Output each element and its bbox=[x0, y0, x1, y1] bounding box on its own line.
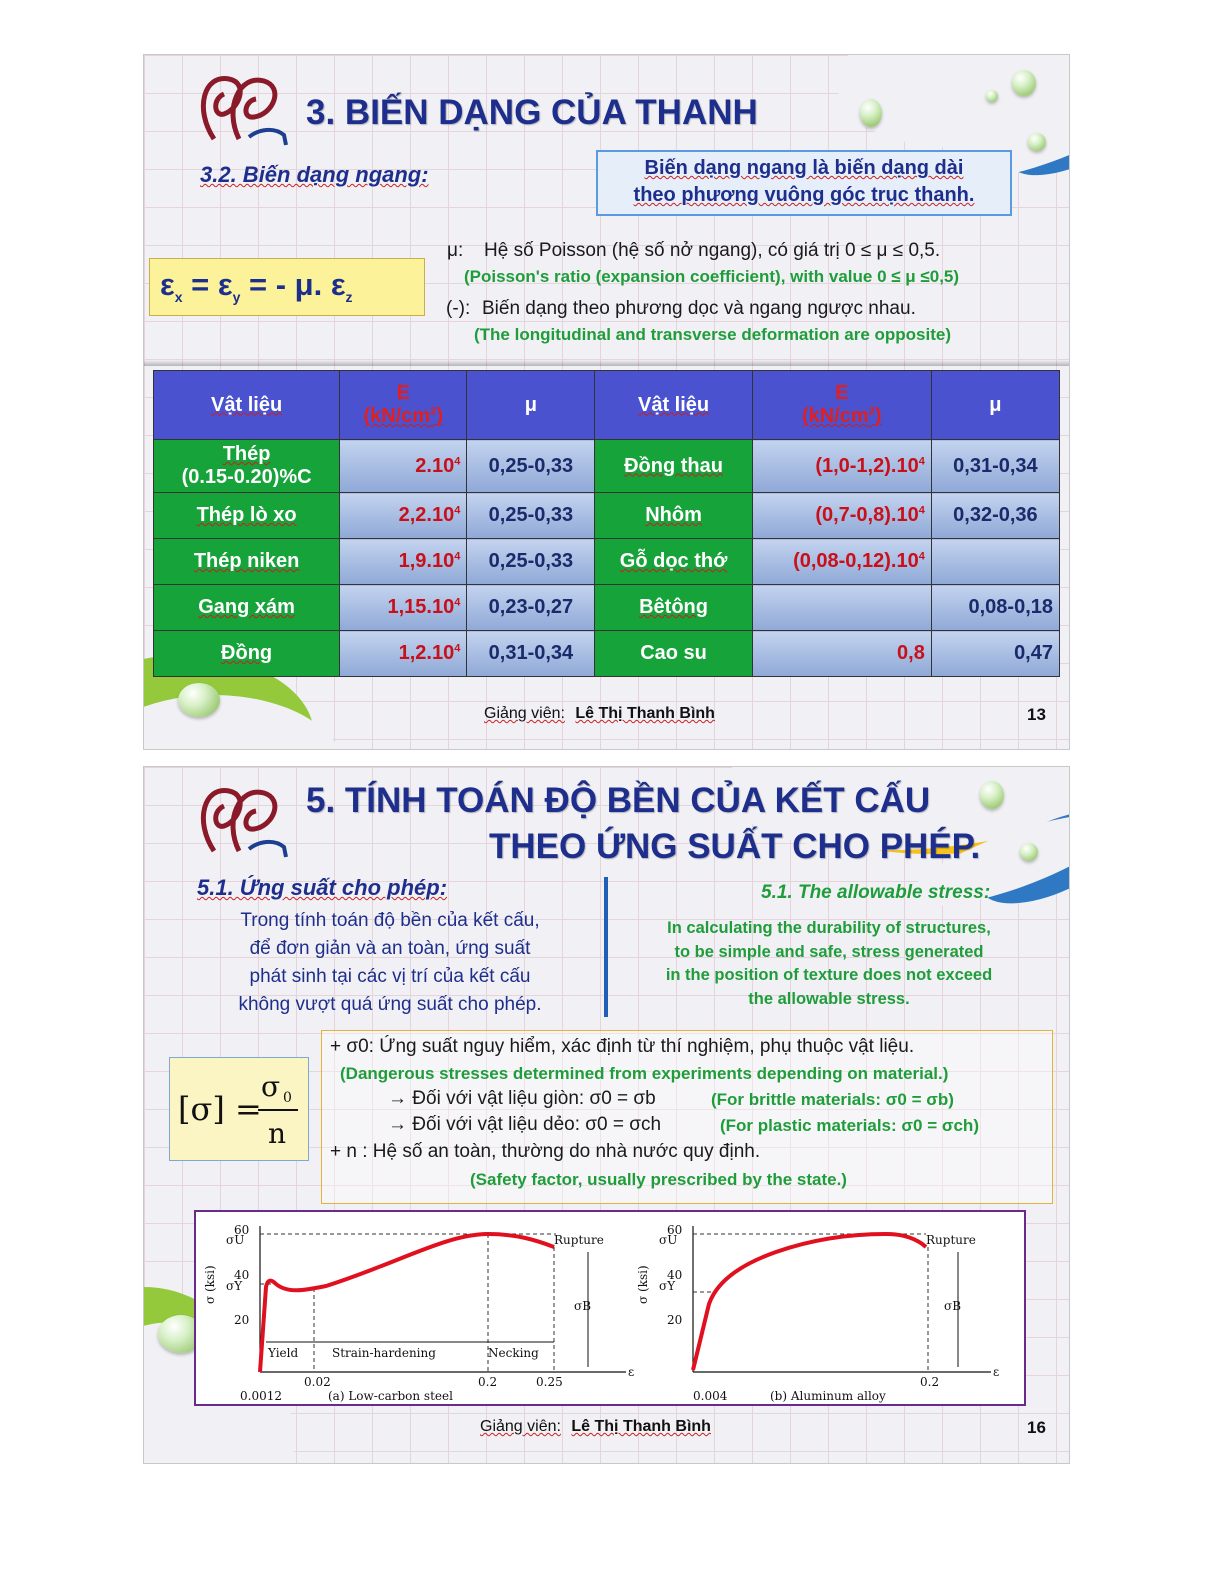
bullet-plastic: → Đối với vật liệu dẻo: σ0 = σch bbox=[388, 1114, 662, 1135]
y-tick: 40 bbox=[234, 1268, 250, 1282]
chart-caption: (b) Aluminum alloy bbox=[770, 1389, 886, 1403]
sigma-b-label: σB bbox=[944, 1299, 962, 1313]
bullet-sigma0: + σ0: Ứng suất nguy hiểm, xác định từ thí nghiệm, phụ thuộc vật liệu. bbox=[330, 1036, 915, 1057]
lecturer-label: Giảng viên: bbox=[484, 705, 565, 722]
slide-16 bbox=[143, 766, 1070, 1464]
water-drop bbox=[986, 90, 998, 102]
x-axis-label: ε bbox=[993, 1365, 1000, 1379]
divider bbox=[604, 877, 608, 1017]
water-drop bbox=[1020, 843, 1038, 861]
sigma-b-label: σB bbox=[574, 1299, 592, 1313]
mu-label: μ: bbox=[447, 240, 464, 261]
explanation-box bbox=[321, 1030, 1053, 1204]
en-paragraph: In calculating the durability of structures, to be simple and safe, stress generated in the position of texture does not exceed the allowable stress. bbox=[665, 919, 993, 1008]
bullet-sigma0-en: (Dangerous stresses determined from experiments depending on material.) bbox=[340, 1064, 949, 1083]
poisson-formula: $\varepsilon_x = \varepsilon_y$ = - μ. $\varepsilon_z$ bbox=[160, 267, 353, 306]
bullet-safety: + n : Hệ số an toàn, thường do nhà nước quy định. bbox=[330, 1141, 761, 1162]
table-header-row bbox=[154, 371, 1060, 440]
material-cell: Đồng thau bbox=[595, 440, 752, 493]
poisson-cell: 0,08-0,18 bbox=[931, 585, 1059, 631]
header-modulus: E $(kN/cm^2)$ bbox=[340, 371, 467, 440]
water-drop bbox=[860, 99, 882, 127]
modulus-cell: 0,8 bbox=[752, 631, 931, 677]
rupture-label: Rupture bbox=[554, 1233, 604, 1247]
page-number: 16 bbox=[1027, 1418, 1046, 1437]
material-cell: Gỗ dọc thớ bbox=[595, 539, 752, 585]
water-drop bbox=[980, 781, 1004, 809]
footer bbox=[484, 705, 715, 723]
chart-low-carbon-steel bbox=[203, 1223, 634, 1403]
header-modulus: E $(kN/cm^2)$ bbox=[752, 371, 931, 440]
x-axis-label: ε bbox=[628, 1365, 635, 1379]
modulus-cell: 1,15.10$^4$ bbox=[340, 585, 467, 631]
poisson-cell: 0,25-0,33 bbox=[467, 539, 595, 585]
header-material: Vật liệu bbox=[154, 371, 340, 440]
white-swoosh-3 bbox=[143, 695, 344, 750]
modulus-cell: $(0,7-0,8).10^4$ bbox=[752, 493, 931, 539]
x-tick: 0.0012 bbox=[240, 1389, 282, 1403]
university-logo bbox=[194, 781, 304, 861]
material-cell: Cao su bbox=[595, 631, 752, 677]
lecturer-name: Lê Thị Thanh Bình bbox=[575, 705, 715, 722]
y-tick: 60 bbox=[667, 1223, 683, 1237]
header-material: Vật liệu bbox=[595, 371, 752, 440]
bullet-plastic-en: (For plastic materials: σ0 = σch) bbox=[720, 1116, 979, 1135]
material-cell: Đồng bbox=[154, 631, 340, 677]
material-cell: Thép (0.15-0.20)%C bbox=[154, 440, 340, 493]
x-tick: 0.004 bbox=[693, 1389, 728, 1403]
svg-text:σ: σ bbox=[261, 1070, 281, 1103]
stress-strain-diagrams bbox=[196, 1212, 1024, 1404]
table-row bbox=[154, 631, 1060, 677]
svg-text:n: n bbox=[268, 1117, 287, 1150]
lecturer-label: Giảng viên: bbox=[480, 1418, 561, 1435]
modulus-cell: $(0,08-0,12).10^4$ bbox=[752, 539, 931, 585]
svg-text:0: 0 bbox=[283, 1090, 292, 1106]
poisson-cell bbox=[931, 539, 1059, 585]
lecturer-name: Lê Thị Thanh Bình bbox=[571, 1418, 711, 1435]
rupture-label: Rupture bbox=[926, 1233, 976, 1247]
y-tick: 60 bbox=[234, 1223, 250, 1237]
sign-description-en: (The longitudinal and transverse deformation are opposite) bbox=[474, 325, 952, 344]
header-poisson: μ bbox=[931, 371, 1059, 440]
definition-box bbox=[596, 150, 1012, 216]
material-cell: Gang xám bbox=[154, 585, 340, 631]
modulus-cell: 1,9.10$^4$ bbox=[340, 539, 467, 585]
poisson-cell: 0,25-0,33 bbox=[467, 440, 595, 493]
table-shadow bbox=[144, 360, 1069, 366]
water-drop bbox=[1012, 70, 1036, 96]
sign-label: (-): bbox=[446, 298, 471, 319]
necking-region: Necking bbox=[488, 1346, 539, 1360]
y-tick: 20 bbox=[667, 1313, 683, 1327]
sigma-y-label: σY bbox=[659, 1279, 676, 1293]
modulus-cell: 2.10$^4$ bbox=[340, 440, 467, 493]
y-axis-label: σ (ksi) bbox=[636, 1265, 650, 1304]
slide-title: 3. BIẾN DẠNG CỦA THANH bbox=[306, 93, 758, 132]
modulus-cell: 2,2.10$^4$ bbox=[340, 493, 467, 539]
chart-caption: (a) Low-carbon steel bbox=[328, 1389, 453, 1403]
sigma-y-label: σY bbox=[226, 1279, 243, 1293]
definition-line: theo phương vuông góc trục thanh. bbox=[633, 184, 975, 206]
bullet-brittle: → Đối với vật liệu giòn: σ0 = σb bbox=[388, 1088, 656, 1109]
poisson-cell: 0,31-0,34 bbox=[467, 631, 595, 677]
svg-text:[σ] =: [σ] = bbox=[178, 1090, 262, 1128]
bullet-safety-en: (Safety factor, usually prescribed by the state.) bbox=[470, 1170, 847, 1189]
formula-box bbox=[169, 1057, 309, 1161]
university-logo bbox=[194, 69, 304, 149]
x-tick: 0.25 bbox=[536, 1375, 563, 1389]
poisson-cell: 0,31-0,34 bbox=[931, 440, 1059, 493]
header-poisson: μ bbox=[467, 371, 595, 440]
table-row bbox=[154, 493, 1060, 539]
y-tick: 20 bbox=[234, 1313, 250, 1327]
bullet-brittle-en: (For brittle materials: σ0 = σb) bbox=[711, 1090, 954, 1109]
modulus-cell: $(1,0-1,2).10^4$ bbox=[752, 440, 931, 493]
formula-box bbox=[149, 258, 425, 316]
material-cell: Thép niken bbox=[154, 539, 340, 585]
slide-13 bbox=[143, 54, 1070, 750]
chart-aluminum-alloy bbox=[636, 1223, 999, 1403]
sigma-u-label: σU bbox=[659, 1233, 678, 1247]
table-row bbox=[154, 440, 1060, 493]
x-tick: 0.2 bbox=[920, 1375, 940, 1389]
water-drop bbox=[1028, 133, 1046, 151]
slide-title-line2: THEO ỨNG SUẤT CHO PHÉP. bbox=[489, 827, 981, 866]
material-cell: Bêtông bbox=[595, 585, 752, 631]
section-subtitle-en: 5.1. The allowable stress: bbox=[761, 882, 991, 903]
allowable-stress-formula bbox=[170, 1058, 308, 1160]
material-cell: Nhôm bbox=[595, 493, 752, 539]
mu-description-en: (Poisson's ratio (expansion coefficient), with value 0 ≤ μ ≤0,5) bbox=[464, 267, 960, 286]
stress-strain-curve bbox=[693, 1234, 926, 1370]
material-cell: Thép lò xo bbox=[154, 493, 340, 539]
water-drop bbox=[178, 683, 220, 717]
table-row bbox=[154, 539, 1060, 585]
vn-paragraph: Trong tính toán độ bền của kết cấu, để đơn giản và an toàn, ứng suất phát sinh tại các vị trí của kết cấu không vượt quá ứng suất cho phép. bbox=[238, 910, 542, 1015]
section-subtitle: 3.2. Biến dạng ngang: bbox=[200, 162, 429, 187]
section-subtitle: 5.1. Ứng suất cho phép: bbox=[197, 875, 448, 900]
definition-line: Biến dạng ngang là biến dạng dài bbox=[644, 157, 964, 179]
x-tick: 0.02 bbox=[304, 1375, 331, 1389]
mu-description: Hệ số Poisson (hệ số nở ngang), có giá trị 0 ≤ μ ≤ 0,5. bbox=[484, 240, 941, 261]
materials-table bbox=[153, 370, 1060, 677]
y-tick: 40 bbox=[667, 1268, 683, 1282]
footer bbox=[480, 1418, 711, 1436]
modulus-cell bbox=[752, 585, 931, 631]
poisson-cell: 0,32-0,36 bbox=[931, 493, 1059, 539]
yield-region: Yield bbox=[268, 1346, 299, 1360]
stress-strain-figure bbox=[194, 1210, 1026, 1406]
page-number: 13 bbox=[1027, 705, 1046, 724]
x-tick: 0.2 bbox=[478, 1375, 498, 1389]
poisson-cell: 0,47 bbox=[931, 631, 1059, 677]
sigma-u-label: σU bbox=[226, 1233, 245, 1247]
table-row bbox=[154, 585, 1060, 631]
poisson-cell: 0,23-0,27 bbox=[467, 585, 595, 631]
modulus-cell: 1,2.10$^4$ bbox=[340, 631, 467, 677]
strain-hardening-region: Strain-hardening bbox=[332, 1346, 436, 1360]
y-axis-label: σ (ksi) bbox=[203, 1265, 217, 1304]
poisson-cell: 0,25-0,33 bbox=[467, 493, 595, 539]
slide-title: 5. TÍNH TOÁN ĐỘ BỀN CỦA KẾT CẤU bbox=[306, 781, 931, 820]
sign-description: Biến dạng theo phương dọc và ngang ngược nhau. bbox=[482, 298, 916, 319]
